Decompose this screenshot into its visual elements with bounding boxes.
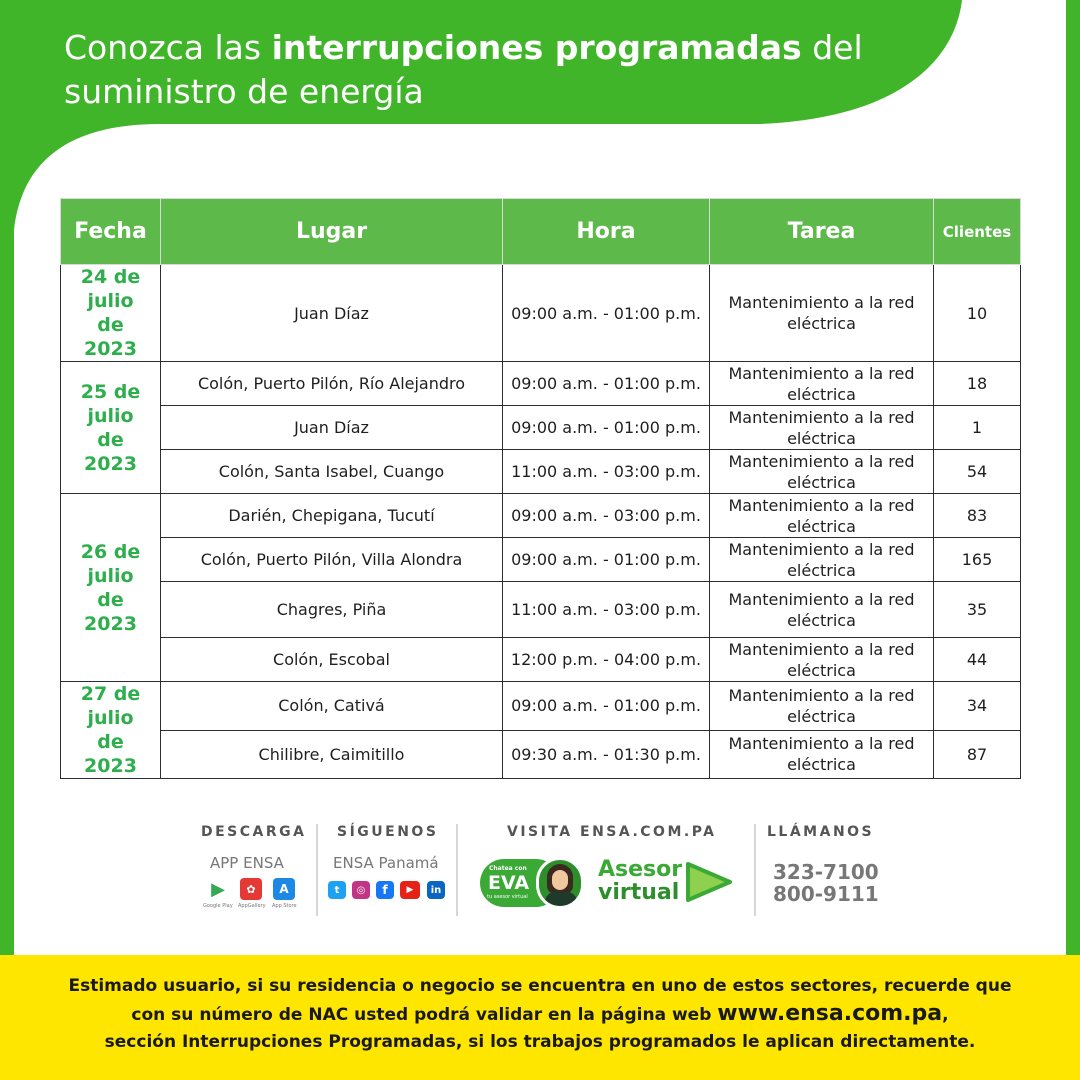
eva-tag: tu asesor virtual xyxy=(487,894,528,900)
table-row xyxy=(61,494,1021,538)
tarea-cell: Mantenimiento a la red eléctrica xyxy=(710,538,934,582)
clientes-cell: 83 xyxy=(934,494,1021,538)
clientes-cell: 1 xyxy=(934,406,1021,450)
play-arrow-icon[interactable] xyxy=(684,860,736,904)
hora-cell: 09:30 a.m. - 01:30 p.m. xyxy=(503,730,710,779)
store-label: AppGallery xyxy=(238,903,266,909)
clientes-cell: 44 xyxy=(934,638,1021,682)
lugar-cell: Colón, Puerto Pilón, Villa Alondra xyxy=(161,538,503,582)
table-row xyxy=(61,406,1021,450)
asesor-line1: Asesor xyxy=(598,857,683,882)
divider xyxy=(456,824,458,916)
linkedin-icon[interactable]: in xyxy=(427,881,445,899)
hora-cell: 09:00 a.m. - 01:00 p.m. xyxy=(503,682,710,731)
title-bold: interrupciones programadas xyxy=(271,28,802,67)
title-line2: suministro de energía xyxy=(64,72,424,111)
eva-big: EVA xyxy=(488,872,530,894)
tarea-cell: Mantenimiento a la red eléctrica xyxy=(710,682,934,731)
lugar-cell: Juan Díaz xyxy=(161,265,503,362)
contact-band xyxy=(0,820,1080,920)
date-cell: 25 de julio de 2023 xyxy=(61,362,161,494)
table-row xyxy=(61,265,1021,362)
header-lugar: Lugar xyxy=(161,199,503,265)
header-clientes: Clientes xyxy=(934,199,1021,265)
clientes-cell: 10 xyxy=(934,265,1021,362)
tarea-cell: Mantenimiento a la red eléctrica xyxy=(710,494,934,538)
facebook-icon[interactable]: f xyxy=(376,881,394,899)
header-hora: Hora xyxy=(503,199,710,265)
tarea-cell: Mantenimiento a la red eléctrica xyxy=(710,406,934,450)
phone-number[interactable]: 323-7100 xyxy=(773,860,879,884)
notice-line2-post: , xyxy=(942,1005,949,1025)
clientes-cell: 35 xyxy=(934,582,1021,638)
table-row xyxy=(61,450,1021,494)
asesor-line2: virtual xyxy=(598,880,680,905)
hora-cell: 09:00 a.m. - 01:00 p.m. xyxy=(503,265,710,362)
follow-title: SÍGUENOS xyxy=(337,824,439,840)
interruptions-table xyxy=(60,198,1021,779)
tarea-cell: Mantenimiento a la red eléctrica xyxy=(710,362,934,406)
lugar-cell: Colón, Cativá xyxy=(161,682,503,731)
lugar-cell: Chagres, Piña xyxy=(161,582,503,638)
tarea-cell: Mantenimiento a la red eléctrica xyxy=(710,265,934,362)
clientes-cell: 18 xyxy=(934,362,1021,406)
lugar-cell: Chilibre, Caimitillo xyxy=(161,730,503,779)
tarea-cell: Mantenimiento a la red eléctrica xyxy=(710,450,934,494)
store-label: App Store xyxy=(272,903,297,909)
tarea-cell: Mantenimiento a la red eléctrica xyxy=(710,638,934,682)
table-row xyxy=(61,538,1021,582)
tarea-cell: Mantenimiento a la red eléctrica xyxy=(710,582,934,638)
instagram-icon[interactable]: ◎ xyxy=(352,881,370,899)
header-fecha: Fecha xyxy=(61,199,161,265)
hora-cell: 12:00 p.m. - 04:00 p.m. xyxy=(503,638,710,682)
table-header-row xyxy=(61,199,1021,265)
hora-cell: 09:00 a.m. - 01:00 p.m. xyxy=(503,362,710,406)
store-label: Google Play xyxy=(203,903,233,909)
table-row xyxy=(61,638,1021,682)
website-link[interactable]: www.ensa.com.pa xyxy=(717,1001,943,1026)
notice-line3: sección Interrupciones Programadas, si los trabajos programados le aplican directamente. xyxy=(104,1032,976,1052)
visit-title: VISITA ENSA.COM.PA xyxy=(507,824,717,840)
lugar-cell: Darién, Chepigana, Tucutí xyxy=(161,494,503,538)
clientes-cell: 54 xyxy=(934,450,1021,494)
divider xyxy=(754,824,756,916)
page-title xyxy=(64,26,944,114)
title-post: del xyxy=(801,28,863,67)
table-row xyxy=(61,582,1021,638)
lugar-cell: Colón, Puerto Pilón, Río Alejandro xyxy=(161,362,503,406)
hora-cell: 09:00 a.m. - 01:00 p.m. xyxy=(503,538,710,582)
hora-cell: 09:00 a.m. - 01:00 p.m. xyxy=(503,406,710,450)
eva-avatar-icon xyxy=(536,857,584,909)
frame-left-bar xyxy=(0,0,14,960)
table-row xyxy=(61,682,1021,731)
twitter-icon[interactable]: t xyxy=(328,881,346,899)
divider xyxy=(316,824,318,916)
download-title: DESCARGA xyxy=(201,824,307,840)
eva-chat-badge[interactable] xyxy=(480,857,584,909)
lugar-cell: Colón, Escobal xyxy=(161,638,503,682)
eva-small: Chatea con xyxy=(489,865,527,872)
notice-line1: Estimado usuario, si su residencia o negocio se encuentra en uno de estos sectores, recuerde que xyxy=(68,976,1012,996)
hora-cell: 09:00 a.m. - 03:00 p.m. xyxy=(503,494,710,538)
notice-text xyxy=(40,973,1040,1056)
table-row xyxy=(61,730,1021,779)
hora-cell: 11:00 a.m. - 03:00 p.m. xyxy=(503,450,710,494)
table-row xyxy=(61,362,1021,406)
tarea-cell: Mantenimiento a la red eléctrica xyxy=(710,730,934,779)
notice-banner xyxy=(0,955,1080,1080)
date-cell: 24 de julio de 2023 xyxy=(61,265,161,362)
app-store-icon[interactable]: A xyxy=(273,878,295,900)
call-title: LLÁMANOS xyxy=(767,824,875,840)
header-tarea: Tarea xyxy=(710,199,934,265)
hora-cell: 11:00 a.m. - 03:00 p.m. xyxy=(503,582,710,638)
phone-number[interactable]: 800-9111 xyxy=(773,882,879,906)
lugar-cell: Colón, Santa Isabel, Cuango xyxy=(161,450,503,494)
google-play-icon[interactable]: ▶ xyxy=(207,878,229,900)
youtube-icon[interactable]: ▶ xyxy=(400,881,420,899)
date-cell: 26 de julio de 2023 xyxy=(61,494,161,682)
date-cell: 27 de julio de 2023 xyxy=(61,682,161,779)
clientes-cell: 165 xyxy=(934,538,1021,582)
lugar-cell: Juan Díaz xyxy=(161,406,503,450)
download-sub: APP ENSA xyxy=(210,854,284,872)
clientes-cell: 34 xyxy=(934,682,1021,731)
title-pre: Conozca las xyxy=(64,28,272,67)
clientes-cell: 87 xyxy=(934,730,1021,779)
follow-sub: ENSA Panamá xyxy=(333,854,439,872)
notice-line2-pre: con su número de NAC usted podrá validar en la página web xyxy=(131,1005,718,1025)
appgallery-icon[interactable]: ✿ xyxy=(240,878,262,900)
frame-right-bar xyxy=(1066,0,1080,960)
